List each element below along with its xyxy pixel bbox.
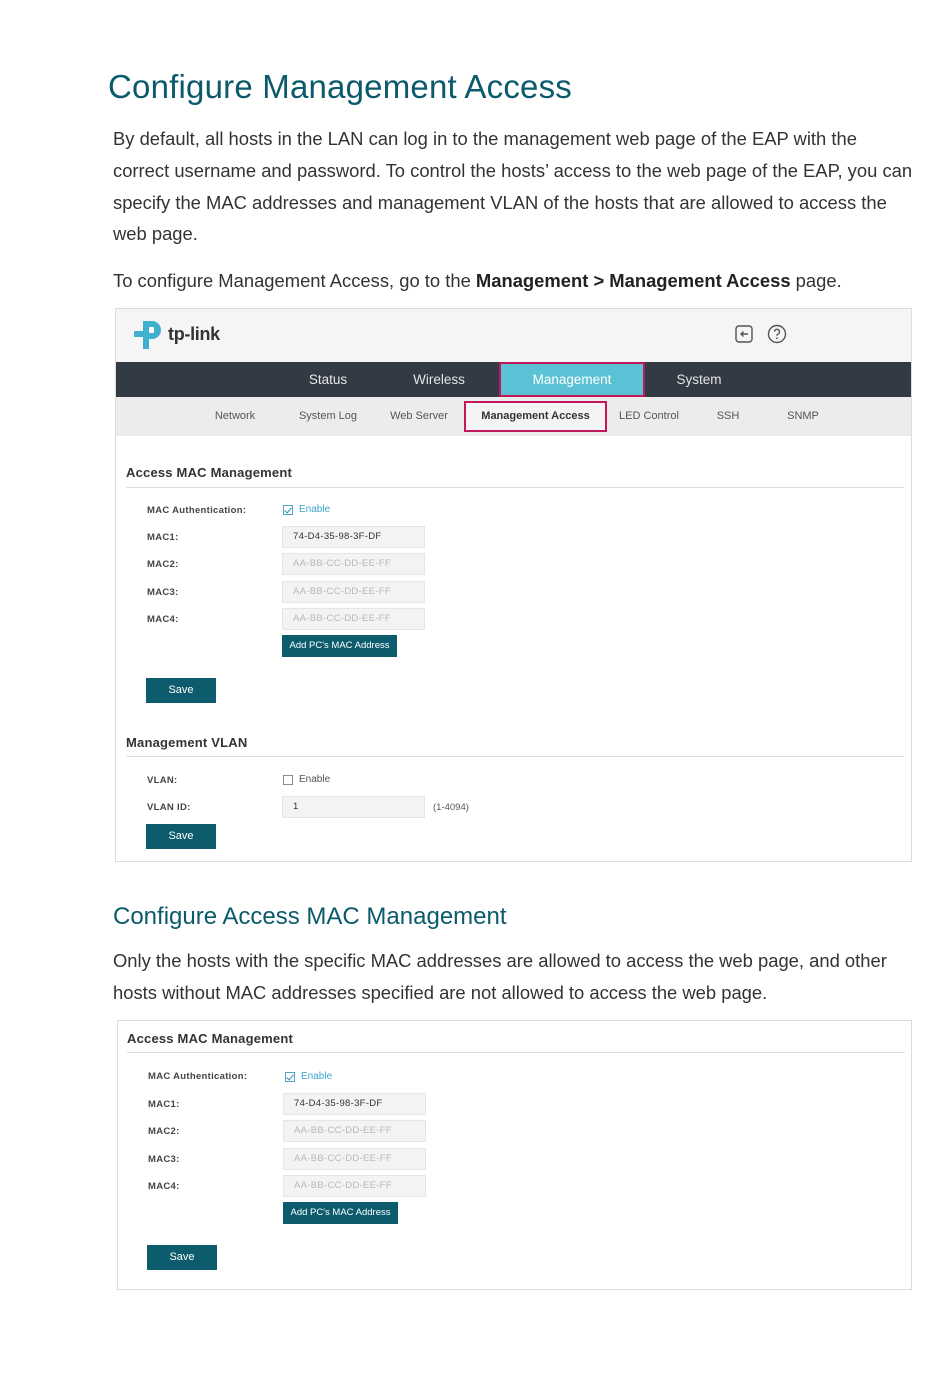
section-divider [126,756,904,757]
subnav-management-access[interactable]: Management Access [464,401,607,432]
mac-auth-checkbox[interactable] [283,505,293,515]
mac1-input[interactable]: 74-D4-35-98-3F-DF [282,526,425,548]
subnav-snmp[interactable]: SNMP [787,410,819,422]
mac2-input[interactable]: AA-BB-CC-DD-EE-FF [282,553,425,575]
nav-wireless[interactable]: Wireless [413,372,465,387]
vlan-id-input[interactable]: 1 [282,796,425,818]
mac1-label: MAC1: [147,532,179,543]
nav-system[interactable]: System [676,372,722,387]
instruction-prefix: To configure Management Access, go to the [113,270,476,291]
vlan-save-button[interactable]: Save [146,824,216,849]
mac3-label: MAC3: [148,1154,180,1165]
mac-auth-enable-label: Enable [301,1071,333,1082]
subnav-web-server[interactable]: Web Server [390,410,448,422]
mac-description-paragraph: Only the hosts with the specific MAC addresses are allowed to access the web page, and other hosts without MAC addresses specified are not allowed to access the web page. [113,950,887,1003]
page-title: Configure Management Access [108,68,572,105]
instruction-suffix: page. [790,270,842,291]
web-ui-screenshot [115,308,912,862]
nav-status[interactable]: Status [308,372,348,387]
mac3-input[interactable]: AA-BB-CC-DD-EE-FF [282,581,425,603]
vlan-section-title: Management VLAN [126,735,248,750]
mac-auth-label: MAC Authentication: [147,505,247,516]
mac2-input[interactable]: AA-BB-CC-DD-EE-FF [283,1120,426,1142]
mac4-input[interactable]: AA-BB-CC-DD-EE-FF [283,1175,426,1197]
nav-management[interactable]: Management [499,362,645,397]
vlan-label: VLAN: [147,775,178,786]
mac-section-title: Access MAC Management [126,465,293,480]
main-nav [116,362,911,397]
vlan-id-range: (1-4094) [433,802,469,813]
subnav-ssh[interactable]: SSH [716,410,740,422]
section-subtitle: Configure Access MAC Management [113,903,507,930]
help-icon[interactable] [767,324,787,344]
tp-link-logo-icon [130,317,166,353]
vlan-id-label: VLAN ID: [147,802,191,813]
mac3-label: MAC3: [147,587,179,598]
mac4-input[interactable]: AA-BB-CC-DD-EE-FF [282,608,425,630]
mac-save-button[interactable]: Save [146,678,216,703]
mac2-label: MAC2: [147,559,179,570]
instruction-paragraph [113,265,913,297]
mac-save-button[interactable]: Save [147,1245,217,1270]
section-divider [126,487,904,488]
logout-icon[interactable] [734,324,754,344]
mac-auth-checkbox[interactable] [285,1072,295,1082]
add-pc-mac-button[interactable]: Add PC's MAC Address [282,635,397,657]
mac-section-title: Access MAC Management [127,1031,294,1046]
mac1-label: MAC1: [148,1099,180,1110]
subnav-led-control[interactable]: LED Control [619,410,679,422]
section-divider [127,1052,905,1053]
subnav-system-log[interactable]: System Log [298,410,358,422]
sub-nav [116,397,911,436]
vlan-enable-label: Enable [299,774,331,785]
mac4-label: MAC4: [147,614,179,625]
subnav-network[interactable]: Network [214,410,256,422]
add-pc-mac-button[interactable]: Add PC's MAC Address [283,1202,398,1224]
mac-auth-enable-label: Enable [299,504,331,515]
mac-management-screenshot [117,1020,912,1290]
vlan-checkbox[interactable] [283,775,293,785]
intro-paragraph: By default, all hosts in the LAN can log in to the management web page of the EAP with the correct username and password. To control the hosts’ access to the web page of the EAP, you can specify the MAC addresses and management VLAN of the hosts that are allowed to access the web page. [113,128,913,245]
brand-name: tp-link [168,324,220,344]
mac-auth-label: MAC Authentication: [148,1071,248,1082]
mac1-input[interactable]: 74-D4-35-98-3F-DF [283,1093,426,1115]
instruction-path: Management > Management Access [475,270,791,291]
mac2-label: MAC2: [148,1126,180,1137]
mac3-input[interactable]: AA-BB-CC-DD-EE-FF [283,1148,426,1170]
top-bar [116,309,911,362]
mac4-label: MAC4: [148,1181,180,1192]
